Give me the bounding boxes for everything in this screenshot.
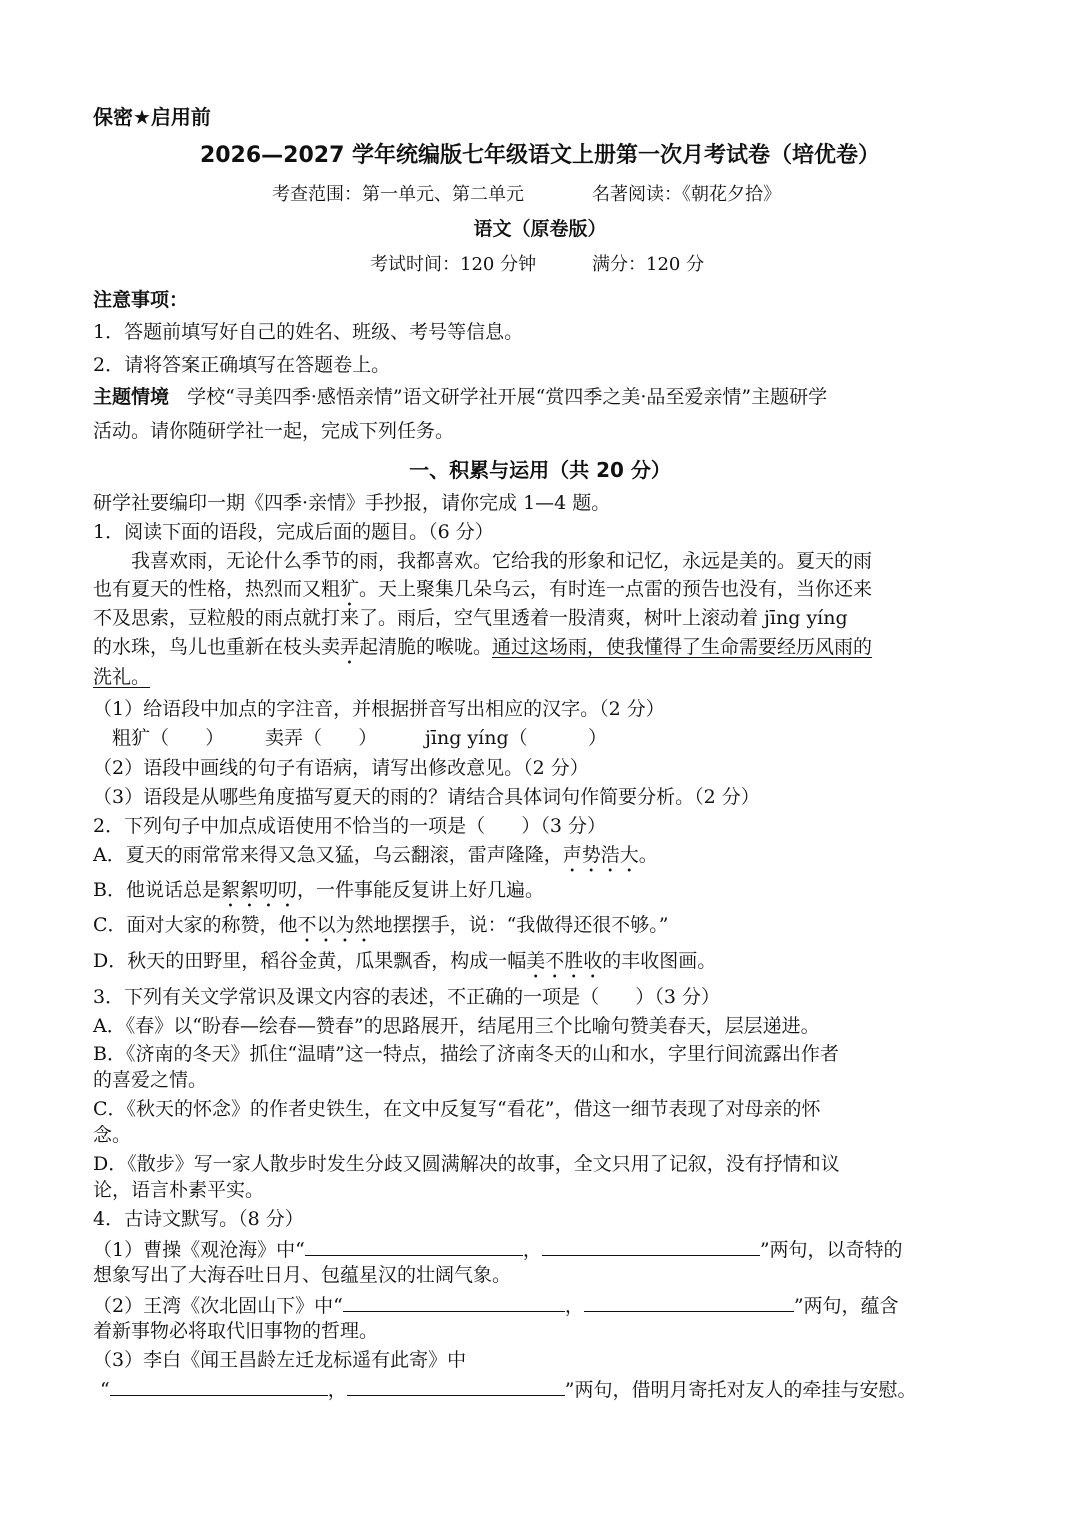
notes-heading: 注意事项： (93, 289, 189, 311)
sub-question-3: （3）语段是从哪些角度描写夏天的雨的？请结合具体词句作简要分析。（2 分） (93, 786, 760, 808)
fill-blank[interactable] (347, 1375, 565, 1396)
recitation-item-3: （3）李白《闻王昌龄左迁龙标遥有此寄》中 (93, 1349, 467, 1371)
exam-subtitle: 语文（原卷版） (473, 218, 607, 240)
recitation-item-1 (93, 1235, 903, 1263)
theme-label: 主题情境 (93, 386, 170, 408)
question-2-stem: 2．下列句子中加点成语使用不恰当的一项是（ ）（3 分） (93, 815, 606, 837)
dotted-idiom: 美不胜收 (526, 950, 603, 972)
fill-blank[interactable] (305, 1235, 523, 1256)
option-c (93, 912, 669, 947)
passage-text: 起清脆的喉咙。 (359, 636, 493, 658)
note-item: 2．请将答案正确填写在答题卷上。 (93, 354, 391, 376)
recitation-text: ”两句，以奇特的 (759, 1239, 903, 1261)
option-c-cont: 念。 (93, 1124, 132, 1146)
dotted-char: 弄 (340, 636, 360, 658)
dotted-char: 犷 (340, 578, 360, 600)
sub-question-1: （1）给语段中加点的字注音，并根据拼音写出相应的汉字。（2 分） (93, 698, 665, 720)
answer-blank-item: 卖弄（ ） (265, 727, 378, 749)
option-text: 地摆摆手，说：“我做得还很不够。” (373, 914, 669, 936)
recitation-item-1-cont: 想象写出了大海吞吐日月、包蕴星汉的壮阔气象。 (93, 1264, 512, 1286)
option-text: 的丰收图画。 (602, 950, 717, 972)
option-b-cont: 的喜爱之情。 (93, 1069, 208, 1091)
question-3-stem: 3．下列有关文学常识及课文内容的表述，不正确的一项是（ ）（3 分） (93, 986, 720, 1008)
fill-blank[interactable] (343, 1291, 565, 1312)
option-b: B．《济南的冬天》抓住“温晴”这一特点，描绘了济南冬天的山和水，字里行间流露出作者 (93, 1043, 839, 1065)
option-text: ，一件事能反复讲上好几遍。 (296, 879, 544, 901)
exam-time: 考试时间：120 分钟 (370, 254, 537, 275)
recitation-text: ”两句，借明月寄托对友人的牵挂与安慰。 (564, 1379, 917, 1401)
option-c: C．《秋天的怀念》的作者史铁生，在文中反复写“看花”，借这一细节表现了对母亲的怀 (93, 1098, 821, 1120)
option-d-cont: 论，语言朴素平实。 (93, 1179, 265, 1201)
answer-blank-item: 粗犷（ ） (112, 727, 225, 749)
dotted-idiom: 絮絮叨叨 (220, 879, 297, 901)
fill-blank[interactable] (542, 1235, 760, 1256)
passage-text: 也有夏天的性格，热烈而又粗 (93, 578, 341, 600)
recitation-text: （1）曹操《观沧海》中“ (93, 1239, 305, 1261)
answer-blank-item: jīng yíng（ ） (425, 727, 608, 749)
theme-context (93, 384, 827, 410)
exam-scope: 考查范围：第一单元、第二单元 (272, 184, 524, 205)
recitation-text: ， (327, 1379, 347, 1401)
fill-blank[interactable] (584, 1291, 794, 1312)
passage-line (93, 634, 872, 669)
recitation-item-2 (93, 1291, 899, 1319)
option-d: D．《散步》写一家人散步时发生分歧又圆满解决的故事，全文只用了记叙，没有抒情和议 (93, 1153, 840, 1175)
sub-question-2: （2）语段中画线的句子有语病，请写出修改意见。（2 分） (93, 757, 589, 779)
underlined-sentence: 洗礼。 (93, 666, 151, 688)
confidential-label: 保密★启用前 (93, 105, 211, 129)
theme-text-line2: 活动。请你随研学社一起，完成下列任务。 (93, 420, 455, 442)
passage-line: 不及思索，豆粒般的雨点就打来了。雨后，空气里透着一股清爽，树叶上滚动着 jīng yíng (93, 607, 848, 629)
note-item: 1．答题前填写好自己的姓名、班级、考号等信息。 (93, 321, 524, 343)
question-1-stem: 1．阅读下面的语段，完成后面的题目。（6 分） (93, 521, 494, 543)
recitation-text: （2）王湾《次北固山下》中“ (93, 1295, 343, 1317)
option-text: C．面对大家的称赞，他 (93, 914, 298, 936)
section-heading: 一、积累与运用（共 20 分） (409, 458, 671, 482)
fill-blank[interactable] (110, 1375, 328, 1396)
underlined-sentence: 通过这场雨，使我懂得了生命需要经历风雨的 (492, 636, 873, 658)
option-d (93, 948, 716, 983)
passage-text: 的水珠，鸟儿也重新在枝头卖 (93, 636, 341, 658)
option-b (93, 877, 544, 912)
option-a (93, 842, 658, 877)
option-a: A．《春》以“盼春—绘春—赞春”的思路展开，结尾用三个比喻句赞美春天，层层递进。 (93, 1015, 820, 1037)
recitation-text: ， (564, 1295, 584, 1317)
dotted-idiom: 声势浩大 (562, 844, 639, 866)
recitation-item-3-cont (100, 1375, 916, 1403)
passage-text: 。天上聚集几朵乌云，有时连一点雷的预告也没有，当你还来 (359, 578, 873, 600)
option-text: 。 (638, 844, 658, 866)
recitation-item-2-cont: 着新事物必将取代旧事物的哲理。 (93, 1320, 379, 1342)
recitation-text: ”两句，蕴含 (793, 1295, 899, 1317)
option-text: D．秋天的田野里，稻谷金黄，瓜果飘香，构成一幅 (93, 950, 527, 972)
question-4-stem: 4．古诗文默写。（8 分） (93, 1208, 304, 1230)
recitation-text: ， (522, 1239, 542, 1261)
exam-score: 满分：120 分 (592, 254, 705, 275)
recitation-text: “ (100, 1379, 110, 1401)
option-text: A．夏天的雨常常来得又急又猛，乌云翻滚，雷声隆隆， (93, 844, 563, 866)
passage-line: 我喜欢雨，无论什么季节的雨，我都喜欢。它给我的形象和记忆，永远是美的。夏天的雨 (131, 550, 873, 572)
passage-line (93, 664, 150, 690)
theme-text: 学校“寻美四季·感悟亲情”语文研学社开展“赏四季之美·品至爱亲情”主题研学 (187, 386, 828, 408)
reading-scope: 名著阅读：《朝花夕拾》 (592, 184, 781, 205)
section-intro: 研学社要编印一期《四季·亲情》手抄报，请你完成 1—4 题。 (93, 492, 611, 514)
exam-title: 2026—2027 学年统编版七年级语文上册第一次月考试卷（培优卷） (199, 143, 881, 168)
dotted-idiom: 不以为然 (297, 914, 374, 936)
option-text: B．他说话总是 (93, 879, 221, 901)
